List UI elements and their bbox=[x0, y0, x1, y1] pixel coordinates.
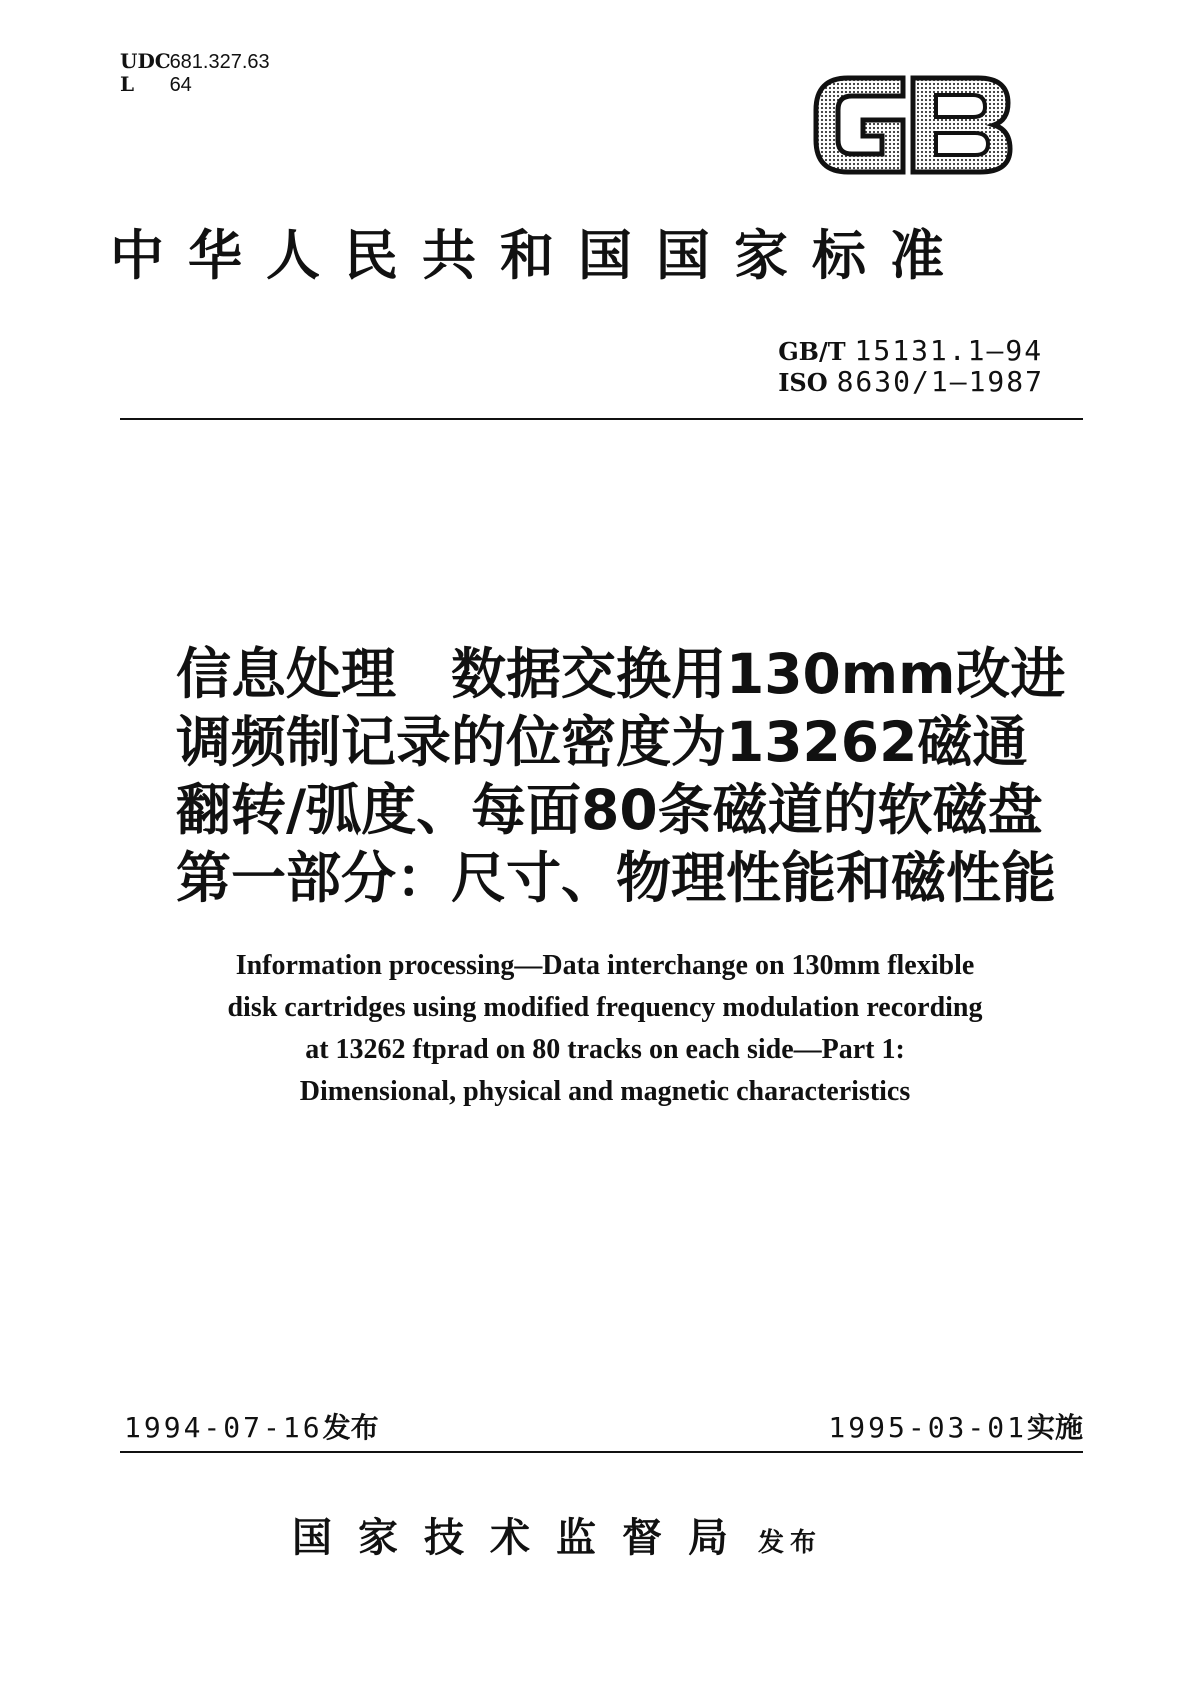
title-english-line: Information processing—Data interchange on 130mm flexible bbox=[235, 950, 975, 981]
bottom-divider bbox=[120, 1451, 1083, 1453]
effective-date-value: 1995-03-01 bbox=[828, 1411, 1027, 1444]
iso-number-line bbox=[778, 367, 1044, 398]
gb-prefix: GB/T bbox=[778, 337, 846, 366]
udc-key: UDC bbox=[120, 49, 171, 73]
issue-date-value: 1994-07-16 bbox=[124, 1411, 323, 1444]
national-standard-title: 中华人民共和国国家标准 bbox=[110, 223, 968, 287]
gb-number: 15131.1—94 bbox=[854, 334, 1044, 367]
classification-block bbox=[120, 50, 270, 96]
udc-line bbox=[120, 50, 270, 73]
l-value: 64 bbox=[169, 74, 192, 96]
title-english-line: Dimensional, physical and magnetic characteristics bbox=[299, 1076, 911, 1107]
issuer bbox=[292, 1506, 822, 1563]
title-chinese-line: 第一部分：尺寸、物理性能和磁性能 bbox=[176, 846, 1057, 910]
title-chinese-line: 翻转/弧度、每面80条磁道的软磁盘 bbox=[176, 778, 1043, 842]
gb-number-line bbox=[778, 336, 1044, 367]
issuer-action: 发布 bbox=[758, 1528, 823, 1558]
issuer-organization: 国家技术监督局 bbox=[292, 1514, 754, 1561]
standard-numbers bbox=[778, 336, 1044, 398]
effective-date-label: 实施 bbox=[1026, 1411, 1083, 1444]
top-divider bbox=[120, 418, 1083, 420]
l-key: L bbox=[120, 72, 135, 96]
title-english-line: disk cartridges using modified frequency modulation recording bbox=[227, 992, 983, 1023]
gb-logo-icon bbox=[808, 70, 1018, 180]
iso-number: 8630/1—1987 bbox=[836, 365, 1044, 398]
issue-date-label: 发布 bbox=[322, 1411, 379, 1444]
l-line bbox=[120, 73, 270, 96]
udc-value: 681.327.63 bbox=[169, 51, 270, 73]
title-chinese-line: 调频制记录的位密度为13262磁通 bbox=[176, 710, 1028, 774]
effective-date bbox=[828, 1410, 1083, 1446]
title-chinese bbox=[176, 640, 1066, 912]
title-english-line: at 13262 ftprad on 80 tracks on each side—Part 1: bbox=[305, 1034, 905, 1065]
issue-date bbox=[124, 1410, 379, 1446]
iso-prefix: ISO bbox=[778, 368, 828, 397]
title-chinese-line: 信息处理 数据交换用130mm改进 bbox=[176, 642, 1066, 706]
title-english bbox=[140, 945, 1070, 1113]
